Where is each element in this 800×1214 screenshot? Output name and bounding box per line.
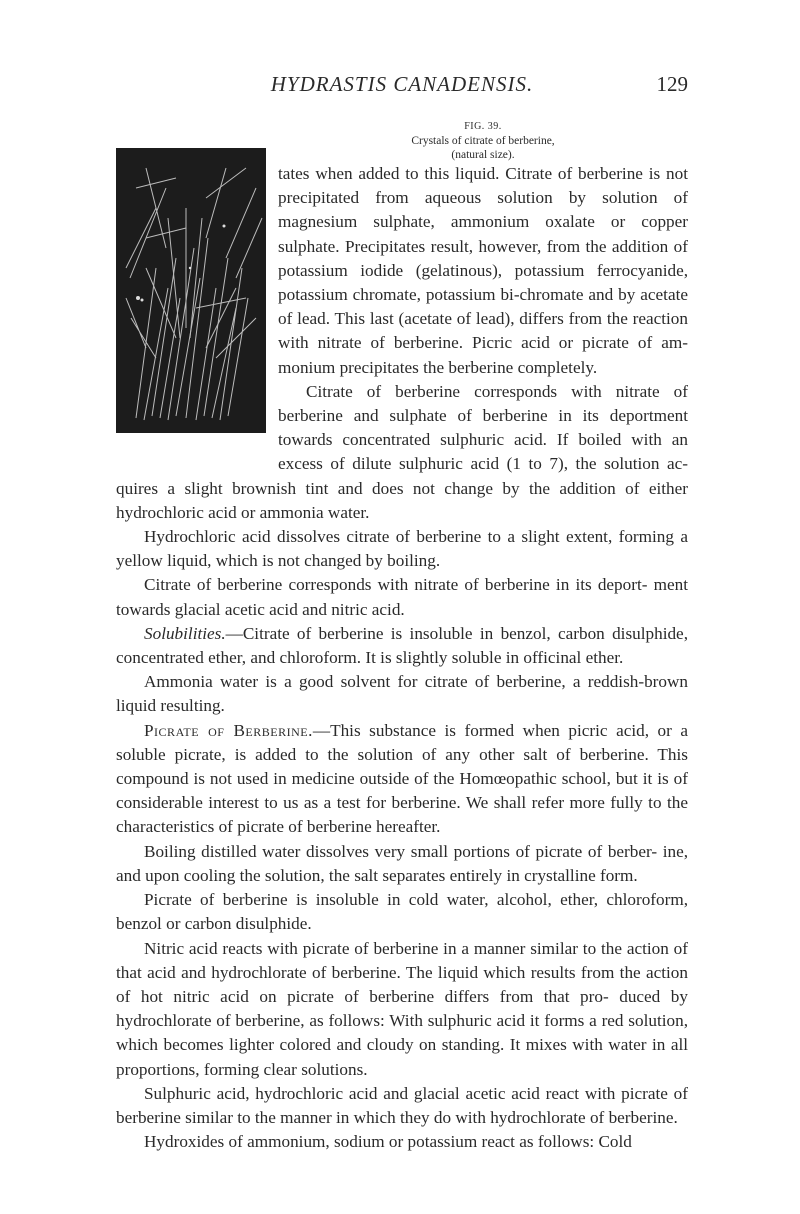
paragraph-8: Boiling distilled water dissolves very small portions of picrate of berber- ine, and upon cooling the solution, the salt separates entirely in crystalline form. <box>116 841 688 885</box>
paragraph-9: Picrate of berberine is insoluble in cold water, alcohol, ether, chloroform, benzol or carbon disulphide. <box>116 890 688 934</box>
page-number: 129 <box>656 72 688 96</box>
figure-caption-line-2: (natural size). <box>451 149 515 161</box>
paragraph-2: Citrate of berberine corresponds with nitrate of berberine and sulphate of berberine in its deportment towards concentrated sulphuric acid. If boiled with an excess of dilute sulphuric acid (1 to 7), the solution ac- quires a slight brownish tint and does not change by the addition of either hydrochloric acid or ammonia water. <box>116 381 688 522</box>
figure-crystals <box>116 148 266 470</box>
crystals-illustration <box>116 148 266 433</box>
paragraph-6: Ammonia water is a good solvent for citrate of berberine, a reddish-brown liquid resulting. <box>116 672 688 716</box>
paragraph-1-text: tates when added to this liquid. Citrate of berberine is not precipitated from aqueous solution by solution of magnesium sulphate, ammonium oxalate or copper sulphate. Precipitates result, however, from the addition of potassium iodide (gelatinous), potassium ferrocyanide, potassium chromate, potassium bi-chromate and by acetate of lead. This last (acetate of lead), differs from the reaction with nitrate of berberine. Picric acid or picrate of am- monium precipitates the berberine completely. <box>278 164 688 377</box>
paragraph-10: Nitric acid reacts with picrate of berberine in a manner similar to the action of that acid and hydrochlorate of berberine. The liquid which results from the action of hot nitric acid on picrate of berberine differs from that pro- duced by hydrochlorate of berberine, as follows: With sulphuric acid it forms a red solution, which becomes lighter colored and cloudy on standing. It mixes with water in all proportions, forming clear solutions. <box>116 938 688 1079</box>
paragraph-11: Sulphuric acid, hydrochloric acid and glacial acetic acid react with picrate of berberine similar to the manner in which they do with hydrochlorate of berberine. <box>116 1083 688 1127</box>
paragraph-4: Citrate of berberine corresponds with nitrate of berberine in its deport- ment towards glacial acetic acid and nitric acid. <box>116 575 688 619</box>
figure-caption-line-1: Crystals of citrate of berberine, <box>411 135 555 147</box>
solubilities-heading: Solubilities. <box>144 623 226 643</box>
paragraph-12: Hydroxides of ammonium, sodium or potassium react as follows: Cold <box>144 1132 632 1152</box>
picrate-heading: Picrate of Berberine. <box>144 720 313 740</box>
paragraph-picrate <box>116 719 688 840</box>
paragraph-solubilities <box>116 622 688 670</box>
page-header <box>116 72 688 102</box>
solubilities-text: —Citrate of berberine is insoluble in benzol, carbon disulphide, concentrated ether, and chloroform. It is slightly soluble in officinal ether. <box>116 623 688 668</box>
picrate-text: —This substance is formed when picric acid, or a soluble picrate, is added to the solution of any other salt of berberine. This compound is not used in medicine outside of the Homœopathic school, but it is of considerable interest to us as a test for berberine. We shall refer more fully to the characteristics of picrate of berberine hereafter. <box>116 720 688 837</box>
paragraph-3: Hydrochloric acid dissolves citrate of berberine to a slight extent, forming a yellow liquid, which is not changed by boiling. <box>116 527 688 571</box>
running-title: HYDRASTIS CANADENSIS. <box>270 72 534 96</box>
body-text <box>116 116 688 1154</box>
figure-number: FIG. 39. <box>464 121 502 132</box>
